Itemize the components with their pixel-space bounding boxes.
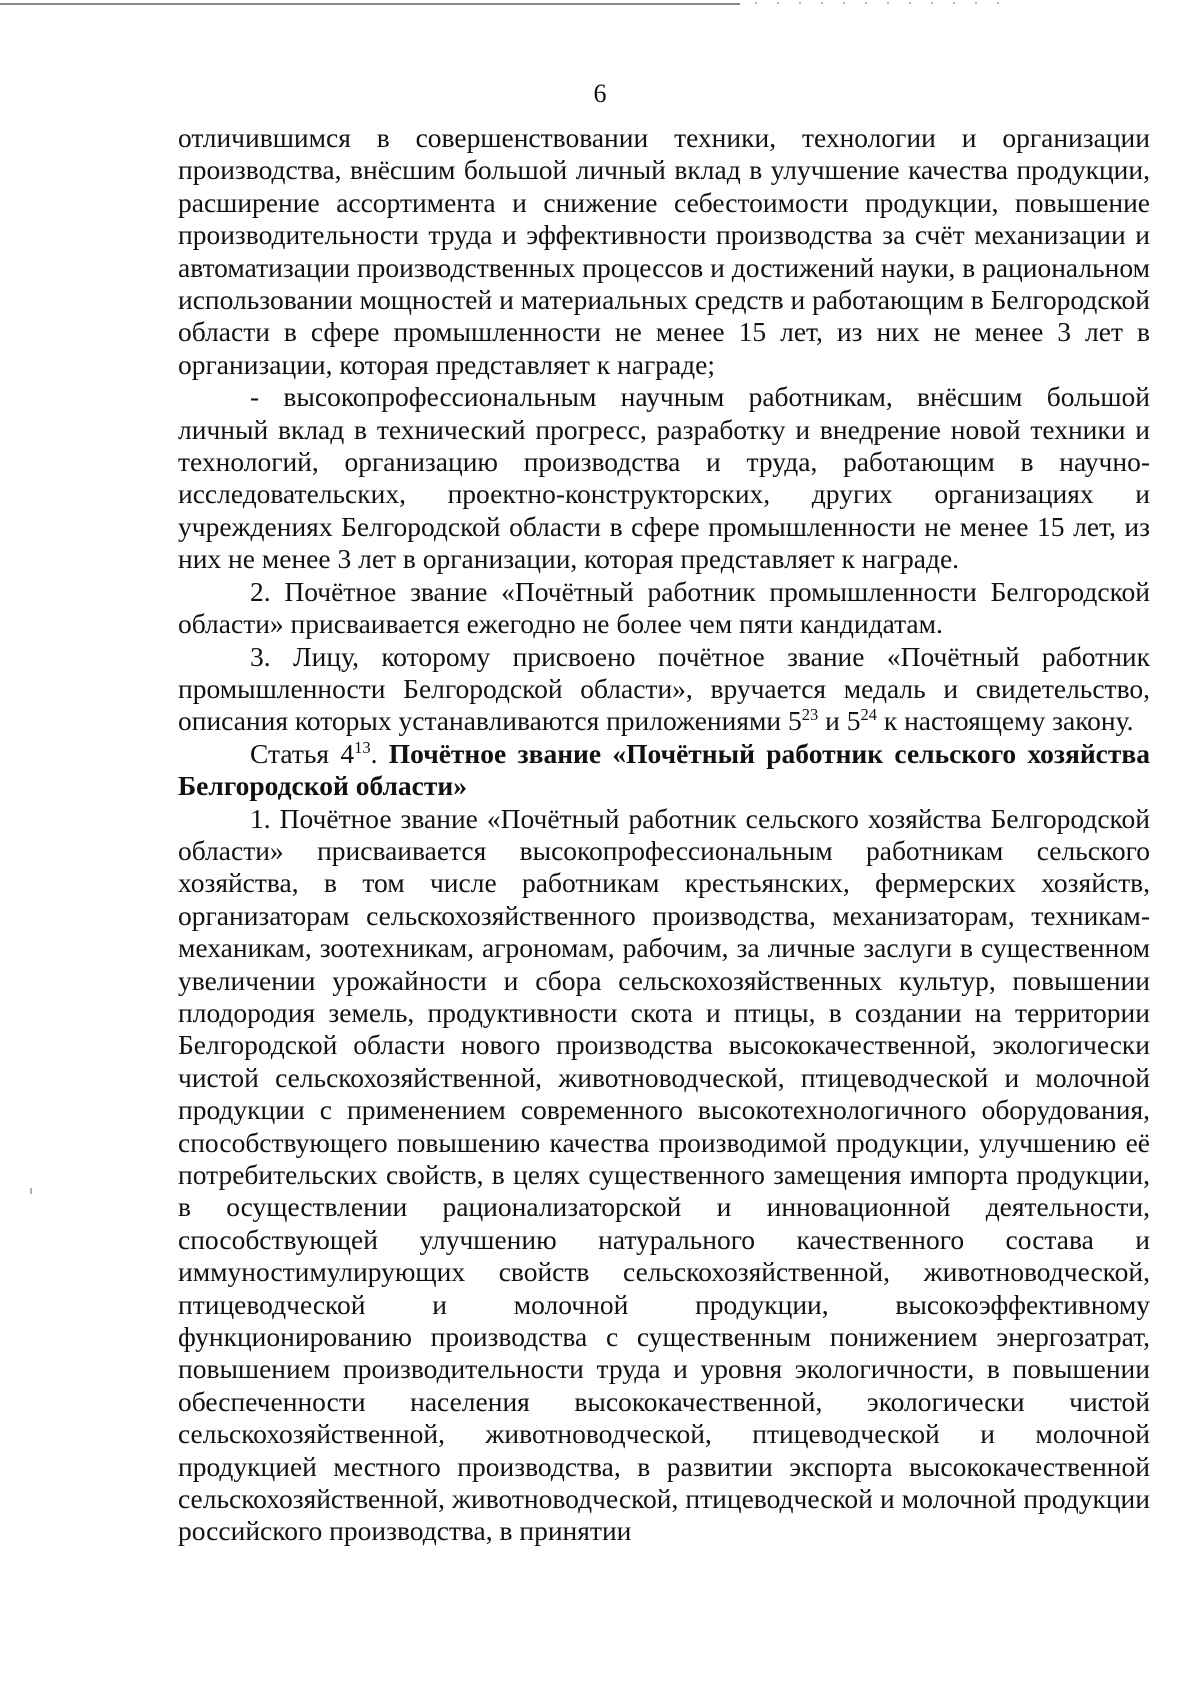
- article-superscript: 13: [354, 737, 371, 757]
- item-3-text-end: к настоящему закону.: [876, 705, 1134, 737]
- paragraph-item-3: [178, 641, 1150, 738]
- scan-edge-line: [0, 3, 740, 5]
- article-label: Статья 4: [250, 737, 355, 769]
- article-heading: [178, 738, 1150, 803]
- margin-mark: [30, 1188, 32, 1194]
- page-number: 6: [593, 79, 607, 108]
- item-3-text: 3. Лицу, которому присвоено почётное звание «Почётный работник промышленности Белгородской области», вручается медаль и свидетельство, описания которых устанавливаются приложениями 5: [178, 640, 1150, 737]
- item-3-text-middle: и 5: [818, 705, 861, 737]
- article-title: Почётное звание «Почётный работник сельского хозяйства Белгородской области»: [178, 737, 1150, 802]
- document-body: [178, 122, 1150, 1548]
- scan-edge-dots: [745, 0, 1005, 6]
- article-dot: .: [370, 737, 389, 769]
- paragraph-scientists: - высокопрофессиональным научным работникам, внёсшим большой личный вклад в технический прогресс, разработку и внедрение новой техники и технологий, организацию производства и труда, работающим в научно-исследовательских, проектно-конструкторских, других организациях и учреждениях Белгородской области в сфере промышленности не менее 15 лет, из них не менее 3 лет в организации, которая представляет к награде.: [178, 381, 1150, 575]
- paragraph-continuation: отличившимся в совершенствовании техники, технологии и организации производства, внёсшим большой личный вклад в улучшение качества продукции, расширение ассортимента и снижение себестоимости продукции, повышение производительности труда и эффективности производства за счёт механизации и автоматизации производственных процессов и достижений науки, в рациональном использовании мощностей и материальных средств и работающим в Белгородской области в сфере промышленности не менее 15 лет, из них не менее 3 лет в организации, которая представляет к награде;: [178, 122, 1150, 380]
- paragraph-item-2: 2. Почётное звание «Почётный работник промышленности Белгородской области» присваивается ежегодно не более чем пяти кандидатам.: [178, 575, 1150, 640]
- appendix-superscript: 24: [860, 705, 877, 725]
- appendix-superscript: 23: [801, 705, 819, 725]
- paragraph-agriculture: 1. Почётное звание «Почётный работник сельского хозяйства Белгородской области» присваивается высокопрофессиональным работникам сельского хозяйства, в том числе работникам крестьянских, фермерских хозяйств, организаторам сельскохозяйственного производства, механизаторам, техникам-механикам, зоотехникам, агрономам, рабочим, за личные заслуги в существенном увеличении урожайности и сбора сельскохозяйственных культур, повышении плодородия земель, продуктивности скота и птицы, в создании на территории Белгородской области нового производства высококачественной, экологически чистой сельскохозяйственной, животноводческой, птицеводческой и молочной продукции с применением современного высокотехнологичного оборудования, способствующего повышению качества производимой продукции, улучшению её потребительских свойств, в целях существенного замещения импорта продукции, в осуществлении рационализаторской и инновационной деятельности, способствующей улучшению натурального качественного состава и иммуностимулирующих свойств сельскохозяйственной, животноводческой, птицеводческой и молочной продукции, высокоэффективному функционированию производства с существенным понижением энергозатрат, повышением производительности труда и уровня экологичности, в повышении обеспеченности населения высококачественной, экологически чистой сельскохозяйственной, животноводческой, птицеводческой и молочной продукцией местного производства, в развитии экспорта высококачественной сельскохозяйственной, животноводческой, птицеводческой и молочной продукции российского производства, в принятии: [178, 802, 1150, 1547]
